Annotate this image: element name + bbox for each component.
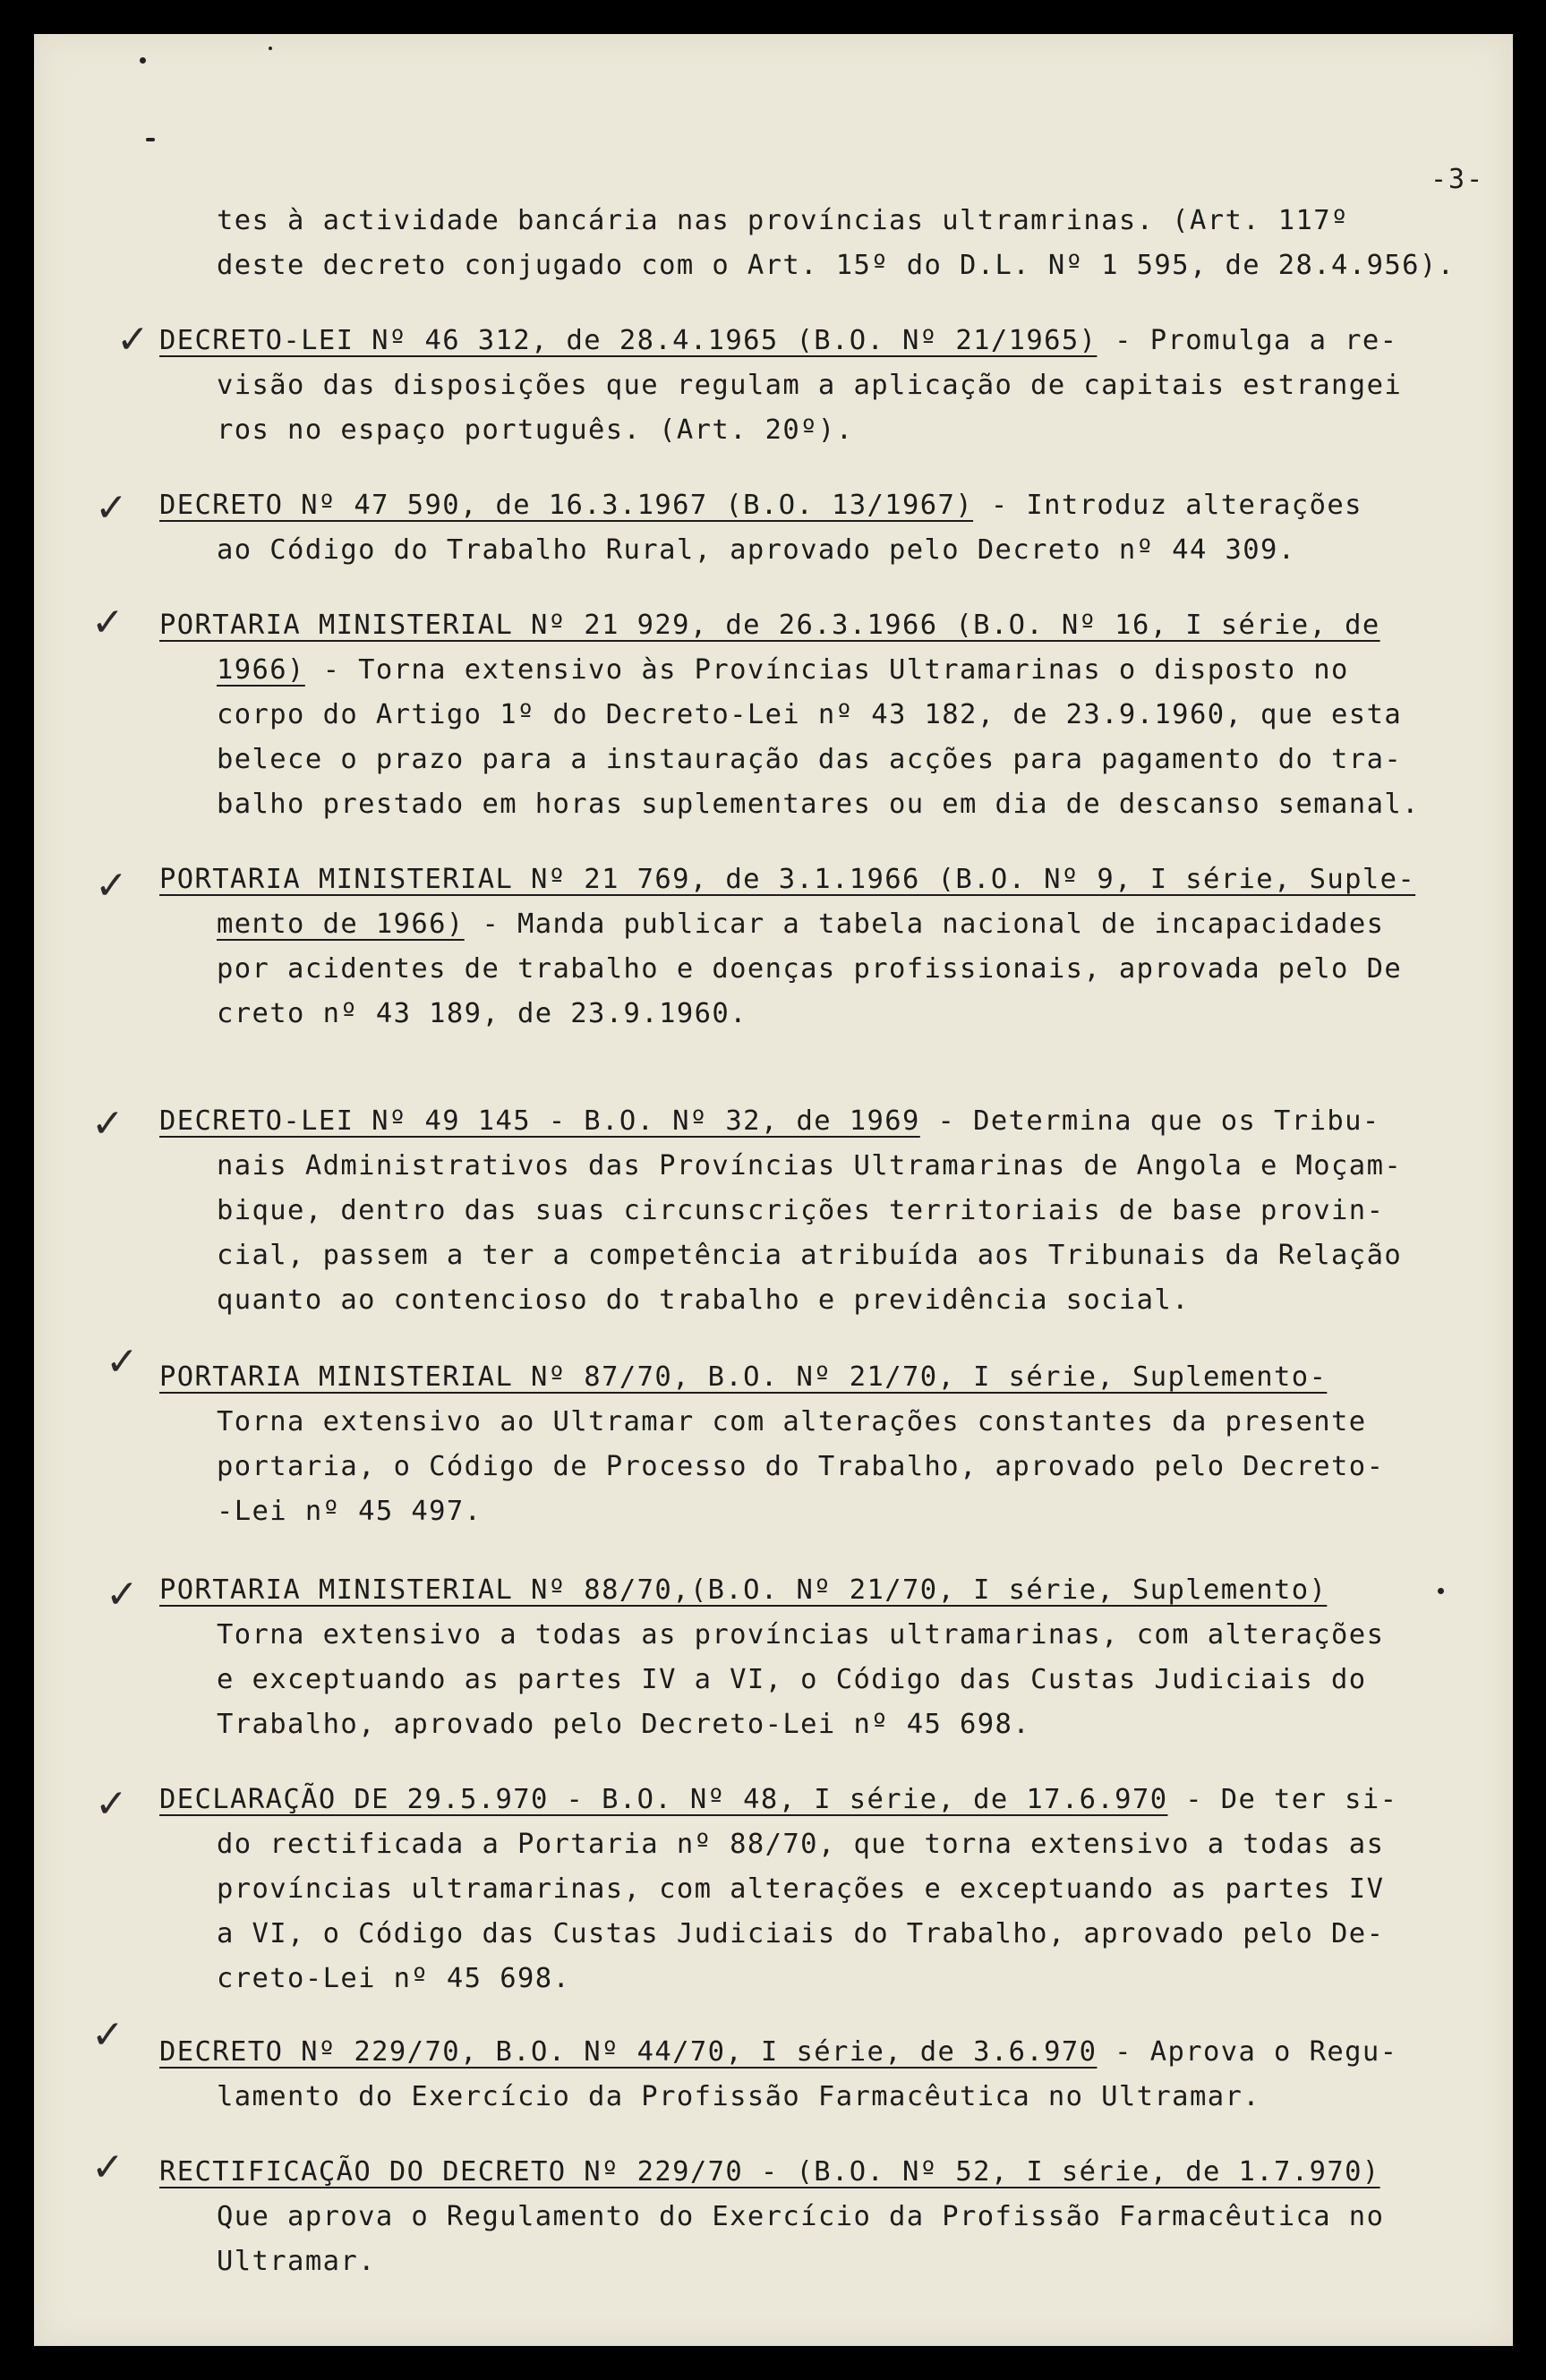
intro-line: deste decreto conjugado com o Art. 15º do D.L. Nº 1 595, de 28.4.956). [217,250,1456,281]
entry-title: PORTARIA MINISTERIAL Nº 21 769, de 3.1.1966 (B.O. Nº 9, I série, Suple- [159,864,1416,895]
entry-title-line [159,612,1380,640]
speck-mark [140,57,146,64]
entry-line: creto-Lei nº 45 698. [217,1963,571,1994]
entry-title-line-2 [217,654,1349,686]
entry-title-continued: mento de 1966) [217,908,465,940]
entry-line: belece o prazo para a instauração das acções para pagamento do tra- [217,744,1403,775]
entry-title: DECRETO-LEI Nº 49 145 - B.O. Nº 32, de 1969 [159,1105,920,1137]
check-mark-icon: ✓ [116,317,149,363]
entry-line: creto nº 43 189, de 23.9.1960. [217,998,747,1029]
entry-title-line [159,2156,1380,2188]
entry-line: do rectificada a Portaria nº 88/70, que torna extensivo a todas as [217,1829,1385,1860]
check-mark-icon: ✓ [91,2145,124,2190]
entry-line: cial, passem a ter a competência atribuída aos Tribunais da Relação [217,1240,1403,1271]
entry-title-rest: - Aprova o Regu- [1097,2036,1398,2068]
entry-title-line-2 [217,908,1385,940]
check-mark-icon: ✓ [106,1572,139,1617]
bullet-mark [1438,1588,1444,1594]
check-mark-icon: ✓ [95,863,128,908]
entry-line: Que aprova o Regulamento do Exercício da Profissão Farmacêutica no [217,2201,1385,2232]
check-mark-icon: ✓ [91,600,124,645]
entry-line: bique, dentro das suas circunscrições territoriais de base provin- [217,1195,1385,1226]
speck-mark [146,138,155,141]
entry-title-line [159,325,1398,356]
entry-title: PORTARIA MINISTERIAL Nº 21 929, de 26.3.1966 (B.O. Nº 16, I série, de [159,610,1380,641]
check-mark-icon: ✓ [91,1101,124,1147]
entry-line: corpo do Artigo 1º do Decreto-Lei nº 43 182, de 23.9.1960, que esta [217,699,1403,730]
check-mark-icon: ✓ [106,1339,139,1385]
entry-line: Trabalho, aprovado pelo Decreto-Lei nº 45 698. [217,1709,1031,1740]
entry-title: DECRETO Nº 47 590, de 16.3.1967 (B.O. 13/1967) [159,490,974,521]
entry-line: por acidentes de trabalho e doenças profissionais, aprovada pelo De [217,953,1403,985]
entry-line: Torna extensivo ao Ultramar com alterações constantes da presente [217,1406,1367,1437]
entry-title-line [159,1361,1328,1393]
entry-title-line [159,492,1362,520]
entry-title: PORTARIA MINISTERIAL Nº 88/70,(B.O. Nº 21/70, I série, Suplemento) [159,1574,1328,1606]
intro-line: tes à actividade bancária nas províncias ultramrinas. (Art. 117º [217,205,1349,236]
entry-title: DECLARAÇÃO DE 29.5.970 - B.O. Nº 48, I série, de 17.6.970 [159,1784,1168,1815]
entry-title-rest: - Determina que os Tribu- [919,1105,1380,1137]
entry-title-rest: - Manda publicar a tabela nacional de incapacidades [464,908,1385,940]
entry-title: PORTARIA MINISTERIAL Nº 87/70, B.O. Nº 21/70, I série, Suplemento- [159,1361,1328,1393]
entry-line: ao Código do Trabalho Rural, aprovado pelo Decreto nº 44 309. [217,534,1296,566]
entry-line: -Lei nº 45 497. [217,1496,483,1527]
entry-line: Ultramar. [217,2246,376,2277]
entry-line: Torna extensivo a todas as províncias ultramarinas, com alterações [217,1619,1385,1651]
entry-line: portaria, o Código de Processo do Trabalho, aprovado pelo Decreto- [217,1451,1385,1482]
check-mark-icon: ✓ [91,2012,124,2058]
entry-title-line [159,866,1415,894]
entry-title-line [159,2036,1398,2068]
entry-title: RECTIFICAÇÃO DO DECRETO Nº 229/70 - (B.O. Nº 52, I série, de 1.7.970) [159,2156,1380,2188]
check-mark-icon: ✓ [95,485,128,531]
entry-line: províncias ultramarinas, com alterações e exceptuando as partes IV [217,1873,1385,1905]
entry-title-line [159,1784,1398,1815]
entry-line: e exceptuando as partes IV a VI, o Código das Custas Judiciais do [217,1664,1367,1695]
entry-title: DECRETO Nº 229/70, B.O. Nº 44/70, I série, de 3.6.970 [159,2036,1098,2068]
check-mark-icon: ✓ [95,1781,128,1827]
entry-line: ros no espaço português. (Art. 20º). [217,414,854,446]
entry-title-continued: 1966) [217,654,305,686]
entry-title-line [159,1105,1380,1137]
entry-line: quanto ao contencioso do trabalho e previdência social. [217,1284,1190,1316]
entry-title: DECRETO-LEI Nº 46 312, de 28.4.1965 (B.O. Nº 21/1965) [159,325,1098,356]
typewritten-page [34,34,1513,2346]
entry-title-rest: - Introduz alterações [973,490,1362,521]
speck-mark [269,47,272,50]
entry-line: visão das disposições que regulam a aplicação de capitais estrangei [217,370,1403,401]
entry-title-rest: - De ter si- [1167,1784,1398,1815]
entry-line: balho prestado em horas suplementares ou em dia de descanso semanal. [217,789,1420,820]
page-number: -3- [1431,164,1485,195]
entry-title-line [159,1574,1328,1606]
entry-title-rest: - Torna extensivo às Províncias Ultramarinas o disposto no [304,654,1349,686]
entry-line: lamento do Exercício da Profissão Farmacêutica no Ultramar. [217,2081,1260,2112]
entry-line: a VI, o Código das Custas Judiciais do Trabalho, aprovado pelo De- [217,1918,1385,1949]
entry-title-rest: - Promulga a re- [1097,325,1398,356]
entry-line: nais Administrativos das Províncias Ultramarinas de Angola e Moçam- [217,1150,1403,1181]
